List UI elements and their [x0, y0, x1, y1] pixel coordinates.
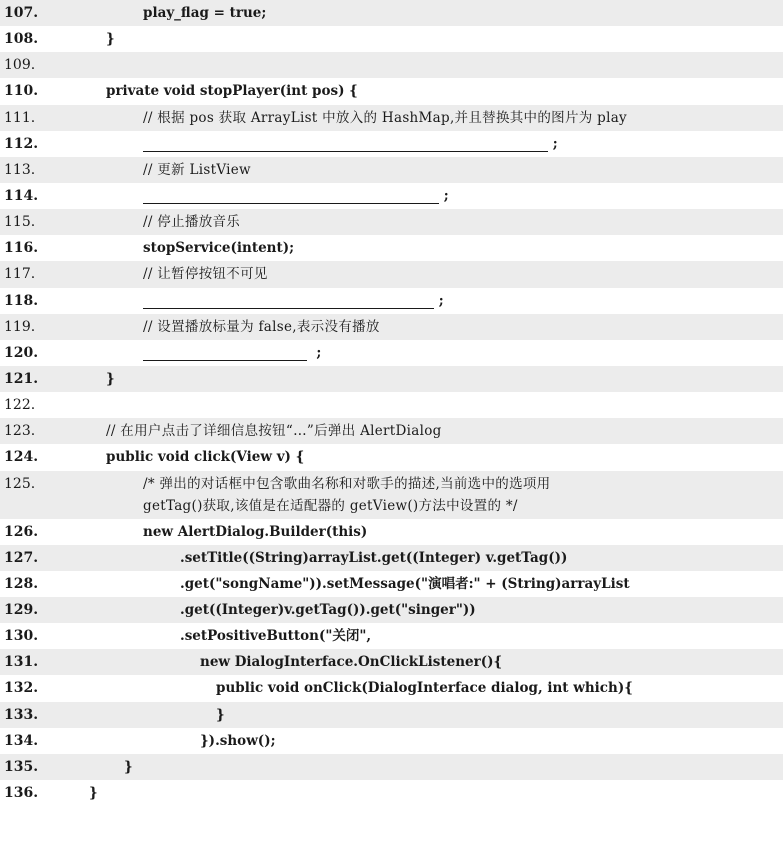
- code-line: [0, 0, 783, 26]
- code-line: [0, 702, 783, 728]
- line-number: 110.: [4, 83, 39, 100]
- code-text: [180, 550, 567, 566]
- code-comment: [143, 110, 627, 126]
- code-text: [180, 628, 371, 644]
- code-segment: // 让暂停按钮不可见: [143, 266, 268, 283]
- code-segment: public void onClick(DialogInterface dialog, int which){: [216, 680, 633, 697]
- code-line: [0, 649, 783, 675]
- code-segment: ;: [307, 344, 322, 361]
- code-segment: }: [106, 370, 115, 387]
- code-text: [216, 680, 633, 696]
- code-comment: [143, 473, 550, 517]
- code-line: [0, 675, 783, 701]
- code-segment: // 停止播放音乐: [143, 214, 241, 231]
- line-number: 135.: [4, 758, 39, 775]
- code-segment: play_flag = true;: [143, 5, 267, 21]
- code-text: [180, 576, 630, 592]
- code-comment: [143, 214, 240, 230]
- code-line: [0, 105, 783, 131]
- line-number: 122.: [4, 397, 36, 414]
- line-number: 131.: [4, 654, 39, 671]
- fill-in-blank: [143, 189, 439, 204]
- fill-in-blank: [143, 137, 548, 152]
- code-segment: }: [216, 706, 225, 723]
- code-segment: new DialogInterface.OnClickListener(){: [200, 654, 503, 671]
- code-segment: stopService(intent);: [143, 240, 295, 257]
- code-line: [0, 183, 783, 209]
- line-number: 123.: [4, 423, 36, 440]
- code-line: [0, 597, 783, 623]
- code-segment: .setPositiveButton("关闭",: [180, 628, 372, 645]
- code-text: [143, 240, 294, 256]
- code-text: [143, 5, 266, 21]
- code-line: [0, 545, 783, 571]
- code-line: [0, 26, 783, 52]
- code-segment: // 设置播放标量为 false,表示没有播放: [143, 318, 380, 335]
- code-text: [143, 136, 558, 152]
- code-line: [0, 444, 783, 470]
- code-segment: ;: [548, 135, 558, 152]
- code-segment: .setTitle((String)arrayList.get((Integer) v.getTag()): [180, 549, 568, 566]
- line-number: 125.: [4, 475, 36, 492]
- code-line: [0, 78, 783, 104]
- line-number: 134.: [4, 732, 39, 749]
- code-line: [0, 235, 783, 261]
- fill-in-blank: [143, 346, 307, 361]
- code-comment: [143, 266, 268, 282]
- code-segment: }: [89, 784, 98, 801]
- code-text: [124, 759, 133, 775]
- line-number: 126.: [4, 523, 39, 540]
- code-line: [0, 728, 783, 754]
- code-line: [0, 340, 783, 366]
- code-line: [0, 754, 783, 780]
- fill-in-blank: [143, 294, 434, 309]
- line-number: 109.: [4, 57, 36, 74]
- code-text: [143, 524, 367, 540]
- code-segment: // 在用户点击了详细信息按钮“…”后弹出 AlertDialog: [106, 423, 442, 440]
- line-number: 111.: [4, 109, 36, 126]
- code-segment: new AlertDialog.Builder(this): [143, 523, 368, 540]
- code-segment: // 更新 ListView: [143, 161, 251, 178]
- code-line: [0, 314, 783, 340]
- code-comment: [143, 162, 251, 178]
- line-number: 120.: [4, 344, 39, 361]
- code-segment: /* 弹出的对话框中包含歌曲名称和对歌手的描述,当前选中的选项用: [143, 475, 551, 492]
- code-segment: .get("songName")).setMessage("演唱者:" + (String)arrayList: [180, 575, 630, 592]
- code-line: [0, 157, 783, 183]
- code-text: [106, 371, 115, 387]
- code-text: [180, 602, 476, 618]
- line-number: 130.: [4, 628, 39, 645]
- code-text: [106, 449, 304, 465]
- code-line: [0, 52, 783, 78]
- code-text: [143, 188, 449, 204]
- line-number: 127.: [4, 549, 39, 566]
- code-text: [143, 293, 444, 309]
- code-line: [0, 209, 783, 235]
- code-line: [0, 571, 783, 597]
- line-number: 119.: [4, 318, 36, 335]
- code-text: [216, 707, 225, 723]
- code-text: [143, 345, 321, 361]
- code-segment: public void click(View v) {: [106, 449, 305, 466]
- code-text: [106, 83, 358, 99]
- line-number: 107.: [4, 5, 39, 21]
- line-number: 128.: [4, 575, 39, 592]
- line-number: 117.: [4, 266, 36, 283]
- code-line: [0, 288, 783, 314]
- code-comment-continuation: getTag()获取,该值是在适配器的 getView()方法中设置的 */: [143, 497, 518, 514]
- code-line: [0, 366, 783, 392]
- code-text: [89, 785, 98, 801]
- code-comment: [143, 319, 380, 335]
- code-line: [0, 392, 783, 418]
- line-number: 121.: [4, 370, 39, 387]
- code-line: [0, 780, 783, 806]
- code-segment: }).show();: [200, 732, 276, 749]
- code-line: [0, 131, 783, 157]
- code-text: [200, 654, 502, 670]
- line-number: 115.: [4, 214, 36, 231]
- code-line: [0, 418, 783, 444]
- line-number: 108.: [4, 31, 39, 48]
- line-number: 132.: [4, 680, 39, 697]
- line-number: 124.: [4, 449, 39, 466]
- line-number: 116.: [4, 240, 39, 257]
- code-segment: ;: [434, 292, 444, 309]
- code-segment: }: [106, 31, 115, 48]
- line-number: 114.: [4, 187, 39, 204]
- code-segment: .get((Integer)v.getTag()).get("singer")): [180, 601, 476, 618]
- code-comment: [106, 423, 442, 439]
- line-number: 112.: [4, 135, 39, 152]
- line-number: 113.: [4, 161, 36, 178]
- code-line: [0, 623, 783, 649]
- line-number: 136.: [4, 784, 39, 801]
- code-line: [0, 519, 783, 545]
- code-text: [200, 733, 276, 749]
- code-line: [0, 471, 783, 519]
- line-number: 118.: [4, 292, 39, 309]
- line-number: 129.: [4, 601, 39, 618]
- code-segment: private void stopPlayer(int pos) {: [106, 83, 358, 100]
- code-line: [0, 261, 783, 287]
- code-segment: // 根据 pos 获取 ArrayList 中放入的 HashMap,并且替换其中的图片为 play: [143, 109, 627, 126]
- code-text: [106, 31, 115, 47]
- code-segment: ;: [439, 187, 449, 204]
- code-segment: }: [124, 758, 133, 775]
- line-number: 133.: [4, 706, 39, 723]
